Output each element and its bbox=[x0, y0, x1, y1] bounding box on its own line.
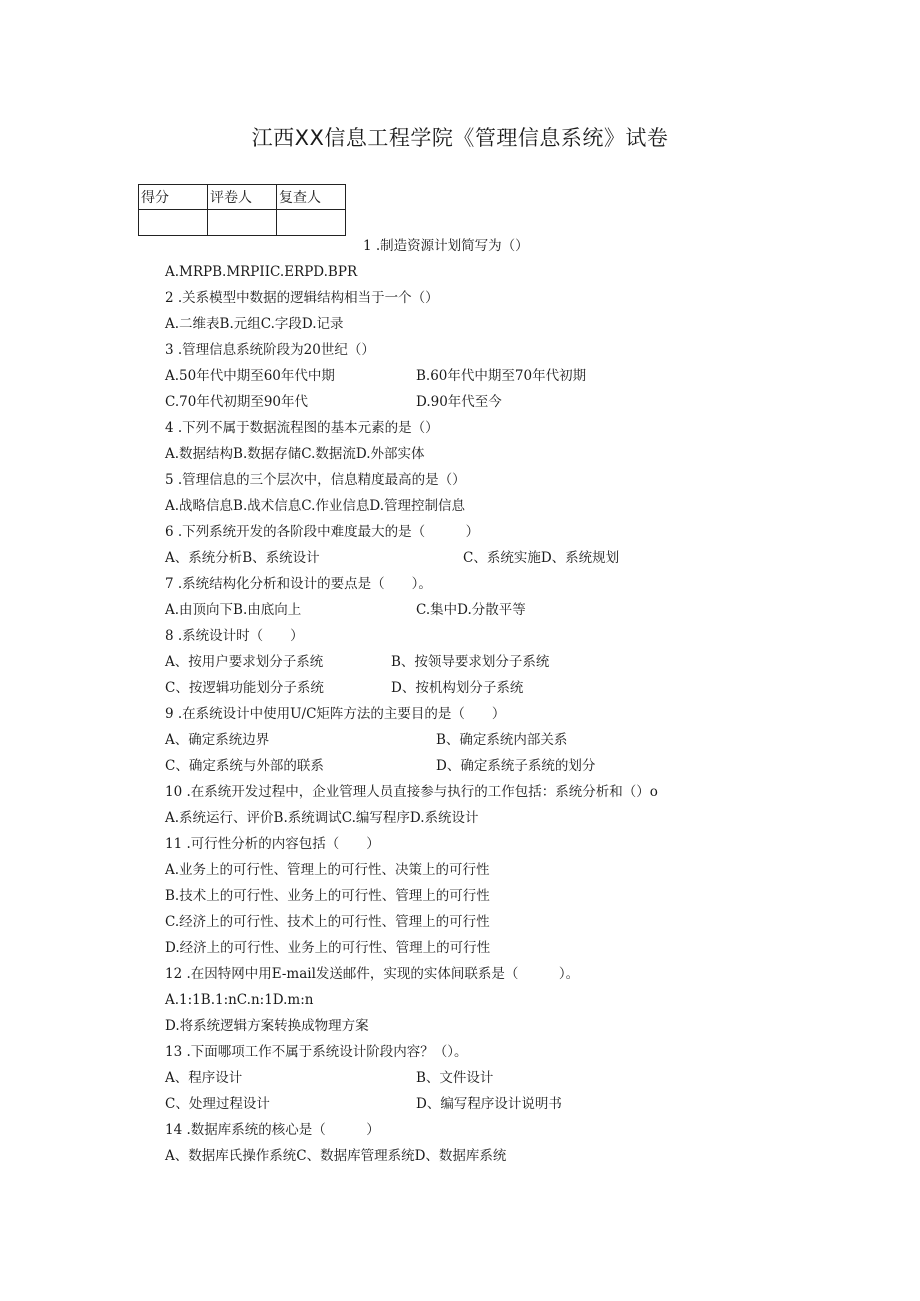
line-text: C.70年代初期至90年代 bbox=[165, 394, 308, 410]
line-text-col2: B.60年代中期至70年代初期 bbox=[416, 368, 587, 384]
option-line bbox=[165, 314, 344, 334]
line-text: A.由顶向下B.由底向上 bbox=[165, 602, 302, 618]
question-line bbox=[165, 522, 479, 542]
option-line bbox=[165, 1094, 562, 1114]
line-text-col2: D、确定系统子系统的划分 bbox=[436, 758, 596, 774]
line-text: 12 .在因特网中用E-mail发送邮件，实现的实体间联系是（ ）。 bbox=[165, 966, 580, 982]
question-line bbox=[165, 834, 380, 854]
line-text: 2 .关系模型中数据的逻辑结构相当于一个（） bbox=[165, 290, 439, 306]
option-line bbox=[165, 938, 490, 958]
option-line bbox=[165, 756, 596, 776]
line-text: 9 .在系统设计中使用U/C矩阵方法的主要目的是（ ） bbox=[165, 706, 506, 722]
line-text: A.系统运行、评价B.系统调试C.编写程序D.系统设计 bbox=[165, 810, 479, 826]
line-text: 13 .下面哪项工作不属于系统设计阶段内容？（）。 bbox=[165, 1044, 468, 1060]
score-table bbox=[138, 184, 346, 236]
option-line bbox=[165, 1016, 369, 1036]
question-line bbox=[165, 782, 658, 802]
question-line bbox=[165, 626, 304, 646]
line-text-col2: D、按机构划分子系统 bbox=[391, 680, 524, 696]
score-table-input-row bbox=[139, 210, 346, 236]
line-text: 4 .下列不属于数据流程图的基本元素的是（） bbox=[165, 420, 439, 436]
line-text-col2: C、系统实施D、系统规划 bbox=[463, 550, 620, 566]
line-text: 11 .可行性分析的内容包括（ ） bbox=[165, 836, 380, 852]
line-text: A.50年代中期至60年代中期 bbox=[165, 368, 335, 384]
option-line bbox=[165, 886, 490, 906]
grader-header: 评卷人 bbox=[208, 185, 277, 210]
option-line bbox=[165, 912, 490, 932]
question-line bbox=[165, 288, 439, 308]
line-text-col2: D.90年代至今 bbox=[416, 394, 502, 410]
option-line bbox=[165, 1146, 506, 1166]
option-line bbox=[165, 990, 313, 1010]
line-text: 8 .系统设计时（ ） bbox=[165, 628, 304, 644]
option-line bbox=[165, 366, 587, 386]
line-text-col2: B、按领导要求划分子系统 bbox=[391, 654, 550, 670]
option-line bbox=[165, 730, 568, 750]
question-line bbox=[165, 418, 439, 438]
question-line bbox=[165, 574, 432, 594]
line-text: A、数据库氏操作系统C、数据库管理系统D、数据库系统 bbox=[165, 1148, 507, 1164]
line-text: A.1:1B.1:nC.n:1D.m:n bbox=[165, 992, 314, 1008]
line-text: 1 .制造资源计划简写为（） bbox=[363, 238, 529, 254]
option-line bbox=[165, 808, 479, 828]
line-text: B.技术上的可行性、业务上的可行性、管理上的可行性 bbox=[165, 888, 490, 904]
line-text: C、按逻辑功能划分子系统 bbox=[165, 680, 324, 696]
line-text-col2: B、文件设计 bbox=[416, 1070, 494, 1086]
question-line bbox=[165, 704, 505, 724]
option-line bbox=[165, 392, 502, 412]
line-text: C、确定系统与外部的联系 bbox=[165, 758, 324, 774]
reviewer-header: 复查人 bbox=[277, 185, 346, 210]
option-line bbox=[165, 496, 465, 516]
question-line bbox=[165, 964, 579, 984]
page-title: 江西XX信息工程学院《管理信息系统》试卷 bbox=[251, 126, 669, 150]
grader-cell[interactable] bbox=[208, 210, 277, 236]
line-text: C、处理过程设计 bbox=[165, 1096, 270, 1112]
line-text-col2: D、编写程序设计说明书 bbox=[416, 1096, 562, 1112]
line-text: 5 .管理信息的三个层次中，信息精度最高的是（） bbox=[165, 472, 466, 488]
question-line bbox=[363, 236, 529, 256]
line-text: A.MRPB.MRPIIC.ERPD.BPR bbox=[165, 264, 358, 280]
option-line bbox=[165, 860, 490, 880]
question-line bbox=[165, 470, 466, 490]
line-text: 3 .管理信息系统阶段为20世纪（） bbox=[165, 342, 375, 358]
option-line bbox=[165, 444, 425, 464]
line-text: 6 .下列系统开发的各阶段中难度最大的是（ ） bbox=[165, 524, 480, 540]
line-text: A、系统分析B、系统设计 bbox=[165, 550, 320, 566]
option-line bbox=[165, 1068, 494, 1088]
line-text: A.战略信息B.战术信息C.作业信息D.管理控制信息 bbox=[165, 498, 466, 514]
line-text: A.业务上的可行性、管理上的可行性、决策上的可行性 bbox=[165, 862, 490, 878]
line-text: 10 .在系统开发过程中，企业管理人员直接参与执行的工作包括：系统分析和（）o bbox=[165, 784, 658, 800]
line-text: 14 .数据库系统的核心是（ ） bbox=[165, 1122, 380, 1138]
line-text: A.二维表B.元组C.字段D.记录 bbox=[165, 316, 344, 332]
reviewer-cell[interactable] bbox=[277, 210, 346, 236]
option-line bbox=[165, 678, 524, 698]
line-text-col2: B、确定系统内部关系 bbox=[436, 732, 568, 748]
line-text: A、确定系统边界 bbox=[165, 732, 270, 748]
question-line bbox=[165, 340, 375, 360]
question-line bbox=[165, 1042, 468, 1062]
score-table-header-row bbox=[139, 185, 346, 210]
line-text: D.将系统逻辑方案转换成物理方案 bbox=[165, 1018, 369, 1034]
score-header: 得分 bbox=[139, 185, 208, 210]
line-text: D.经济上的可行性、业务上的可行性、管理上的可行性 bbox=[165, 940, 491, 956]
score-cell[interactable] bbox=[139, 210, 208, 236]
line-text: A.数据结构B.数据存储C.数据流D.外部实体 bbox=[165, 446, 425, 462]
question-line bbox=[165, 1120, 380, 1140]
option-line bbox=[165, 600, 526, 620]
line-text: A、程序设计 bbox=[165, 1070, 243, 1086]
line-text: 7 .系统结构化分析和设计的要点是（ ）。 bbox=[165, 576, 432, 592]
line-text: A、按用户要求划分子系统 bbox=[165, 654, 324, 670]
line-text: C.经济上的可行性、技术上的可行性、管理上的可行性 bbox=[165, 914, 490, 930]
option-line bbox=[165, 548, 620, 568]
option-line bbox=[165, 652, 550, 672]
line-text-col2: C.集中D.分散平等 bbox=[416, 602, 526, 618]
option-line bbox=[165, 262, 357, 282]
